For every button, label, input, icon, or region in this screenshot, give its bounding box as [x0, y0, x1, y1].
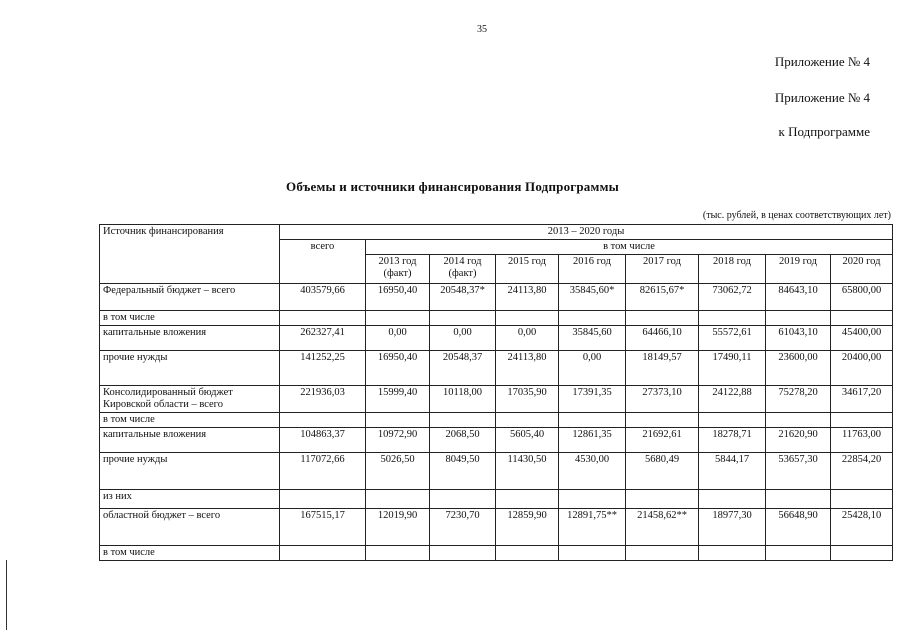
total-cell — [280, 413, 366, 428]
value-cell — [559, 490, 626, 509]
value-cell — [699, 413, 766, 428]
value-cell: 55572,61 — [699, 326, 766, 351]
value-cell — [831, 546, 893, 561]
value-cell — [496, 311, 559, 326]
value-cell: 20548,37 — [430, 351, 496, 386]
value-cell — [766, 490, 831, 509]
value-cell: 73062,72 — [699, 284, 766, 311]
total-header: всего — [280, 240, 366, 284]
page-number: 35 — [477, 24, 487, 35]
year-header: 2015 год — [496, 255, 559, 284]
year-header: 2016 год — [559, 255, 626, 284]
value-cell: 2068,50 — [430, 428, 496, 453]
year-header: 2018 год — [699, 255, 766, 284]
year-header: 2014 год (факт) — [430, 255, 496, 284]
row-label: капитальные вложения — [100, 326, 280, 351]
value-cell: 23600,00 — [766, 351, 831, 386]
value-cell: 34617,20 — [831, 386, 893, 413]
value-cell: 5026,50 — [366, 453, 430, 490]
value-cell — [496, 413, 559, 428]
value-cell — [831, 490, 893, 509]
table-row — [100, 509, 893, 546]
table-row — [100, 386, 893, 413]
value-cell: 0,00 — [430, 326, 496, 351]
value-cell: 45400,00 — [831, 326, 893, 351]
total-cell: 104863,37 — [280, 428, 366, 453]
table-row — [100, 413, 893, 428]
value-cell: 11763,00 — [831, 428, 893, 453]
value-cell: 15999,40 — [366, 386, 430, 413]
total-cell: 167515,17 — [280, 509, 366, 546]
value-cell — [366, 413, 430, 428]
value-cell: 22854,20 — [831, 453, 893, 490]
value-cell: 18977,30 — [699, 509, 766, 546]
table-row — [100, 428, 893, 453]
source-header: Источник финансирования — [100, 225, 280, 284]
value-cell: 12861,35 — [559, 428, 626, 453]
value-cell: 17035,90 — [496, 386, 559, 413]
value-cell — [430, 413, 496, 428]
document-title: Объемы и источники финансирования Подпрограммы — [286, 179, 619, 194]
appendix-label: Приложение № 4 — [774, 54, 870, 69]
value-cell: 35845,60 — [559, 326, 626, 351]
row-label: из них — [100, 490, 280, 509]
value-cell: 82615,67* — [626, 284, 699, 311]
financing-table — [99, 224, 893, 561]
value-cell: 61043,10 — [766, 326, 831, 351]
total-cell — [280, 311, 366, 326]
value-cell: 56648,90 — [766, 509, 831, 546]
row-label: Консолидированный бюджет Кировской области – всего — [100, 386, 280, 413]
value-cell — [699, 490, 766, 509]
value-cell: 10972,90 — [366, 428, 430, 453]
value-cell: 24122,88 — [699, 386, 766, 413]
value-cell: 5680,49 — [626, 453, 699, 490]
value-cell — [831, 311, 893, 326]
value-cell: 5605,40 — [496, 428, 559, 453]
total-cell — [280, 490, 366, 509]
table-row — [100, 326, 893, 351]
value-cell: 16950,40 — [366, 351, 430, 386]
row-label: Федеральный бюджет – всего — [100, 284, 280, 311]
header-row — [100, 225, 893, 240]
year-header: 2020 год — [831, 255, 893, 284]
table-row — [100, 490, 893, 509]
value-cell — [430, 490, 496, 509]
value-cell: 18149,57 — [626, 351, 699, 386]
value-cell: 10118,00 — [430, 386, 496, 413]
value-cell: 4530,00 — [559, 453, 626, 490]
value-cell — [766, 413, 831, 428]
table-row — [100, 453, 893, 490]
value-cell: 5844,17 — [699, 453, 766, 490]
row-label: областной бюджет – всего — [100, 509, 280, 546]
including-header: в том числе — [366, 240, 893, 255]
value-cell — [430, 311, 496, 326]
total-cell: 141252,25 — [280, 351, 366, 386]
value-cell: 0,00 — [366, 326, 430, 351]
value-cell: 21458,62** — [626, 509, 699, 546]
value-cell — [559, 546, 626, 561]
value-cell — [626, 490, 699, 509]
table-row — [100, 351, 893, 386]
value-cell — [626, 546, 699, 561]
total-cell: 262327,41 — [280, 326, 366, 351]
value-cell: 75278,20 — [766, 386, 831, 413]
value-cell — [559, 311, 626, 326]
value-cell: 17391,35 — [559, 386, 626, 413]
value-cell: 18278,71 — [699, 428, 766, 453]
value-cell — [430, 546, 496, 561]
value-cell — [626, 311, 699, 326]
value-cell: 27373,10 — [626, 386, 699, 413]
value-cell: 12891,75** — [559, 509, 626, 546]
total-cell: 221936,03 — [280, 386, 366, 413]
row-label: капитальные вложения — [100, 428, 280, 453]
value-cell: 21692,61 — [626, 428, 699, 453]
value-cell: 21620,90 — [766, 428, 831, 453]
value-cell: 20400,00 — [831, 351, 893, 386]
total-cell: 403579,66 — [280, 284, 366, 311]
value-cell: 7230,70 — [430, 509, 496, 546]
value-cell: 65800,00 — [831, 284, 893, 311]
value-cell: 35845,60* — [559, 284, 626, 311]
row-label: прочие нужды — [100, 453, 280, 490]
year-header: 2013 год (факт) — [366, 255, 430, 284]
value-cell: 0,00 — [496, 326, 559, 351]
year-header: 2017 год — [626, 255, 699, 284]
value-cell: 8049,50 — [430, 453, 496, 490]
value-cell — [766, 311, 831, 326]
value-cell: 11430,50 — [496, 453, 559, 490]
value-cell — [699, 546, 766, 561]
table-row — [100, 311, 893, 326]
value-cell — [496, 490, 559, 509]
value-cell: 25428,10 — [831, 509, 893, 546]
total-cell: 117072,66 — [280, 453, 366, 490]
margin-line — [6, 560, 7, 630]
value-cell: 17490,11 — [699, 351, 766, 386]
appendix-subtitle: к Подпрограмме — [778, 124, 870, 139]
value-cell: 12019,90 — [366, 509, 430, 546]
value-cell: 12859,90 — [496, 509, 559, 546]
value-cell: 64466,10 — [626, 326, 699, 351]
row-label: в том числе — [100, 413, 280, 428]
value-cell — [559, 413, 626, 428]
value-cell — [496, 546, 559, 561]
units-note: (тыс. рублей, в ценах соответствующих лет) — [702, 210, 891, 221]
value-cell: 20548,37* — [430, 284, 496, 311]
value-cell: 0,00 — [559, 351, 626, 386]
value-cell — [831, 413, 893, 428]
value-cell: 24113,80 — [496, 284, 559, 311]
row-label: прочие нужды — [100, 351, 280, 386]
value-cell: 16950,40 — [366, 284, 430, 311]
value-cell — [766, 546, 831, 561]
value-cell — [366, 311, 430, 326]
period-header: 2013 – 2020 годы — [280, 225, 893, 240]
appendix-label: Приложение № 4 — [774, 90, 870, 105]
table-row — [100, 546, 893, 561]
year-header: 2019 год — [766, 255, 831, 284]
row-label: в том числе — [100, 546, 280, 561]
value-cell: 53657,30 — [766, 453, 831, 490]
table-row — [100, 284, 893, 311]
value-cell — [366, 490, 430, 509]
value-cell — [699, 311, 766, 326]
value-cell: 24113,80 — [496, 351, 559, 386]
row-label: в том числе — [100, 311, 280, 326]
value-cell: 84643,10 — [766, 284, 831, 311]
total-cell — [280, 546, 366, 561]
value-cell — [626, 413, 699, 428]
value-cell — [366, 546, 430, 561]
